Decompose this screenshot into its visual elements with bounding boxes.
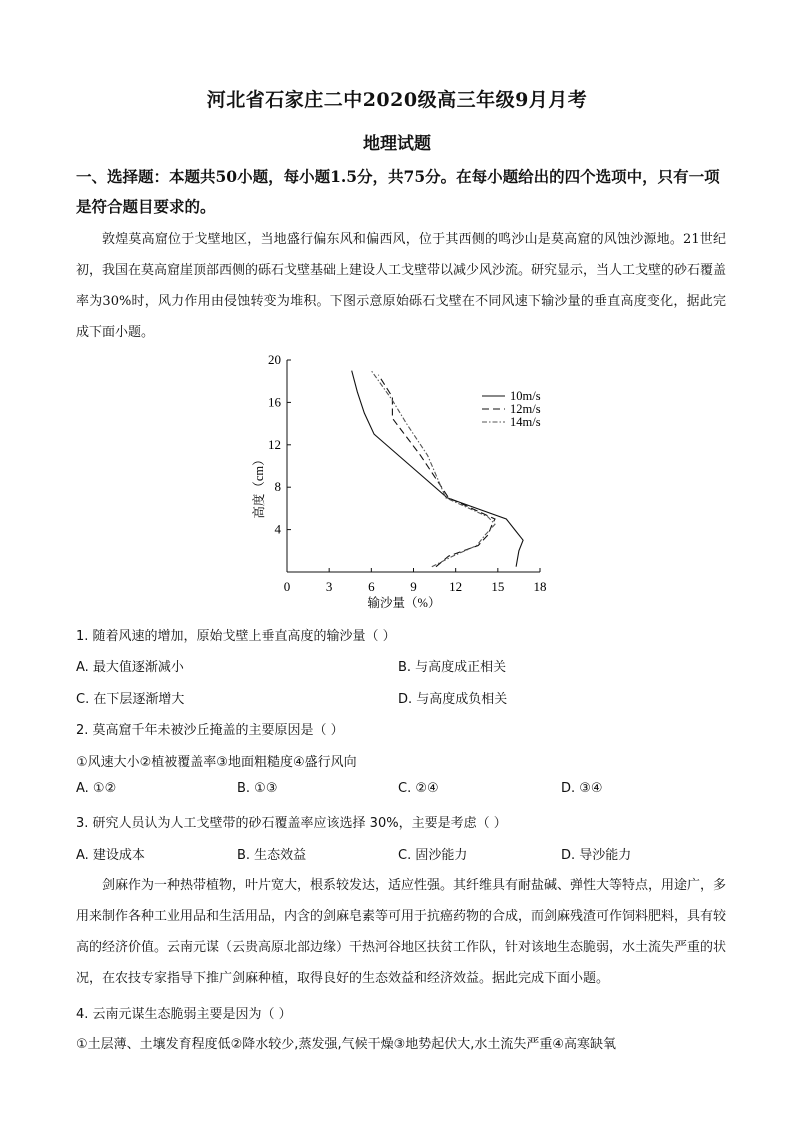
question-3-stem: 3. 研究人员认为人工戈壁带的砂石覆盖率应该选择 30%，主要是考虑（ ） — [76, 816, 507, 831]
x-tick-label: 9 — [410, 579, 417, 594]
x-tick-label: 12 — [449, 579, 463, 594]
chart-legend — [482, 389, 541, 429]
question-2-option-a: A. ①② — [76, 781, 117, 796]
question-3-option-b: B. 生态效益 — [237, 848, 307, 863]
sand-transport-chart — [0, 345, 794, 615]
question-4-stem: 4. 云南元谋生态脆弱主要是因为（ ） — [76, 1007, 292, 1022]
y-tick-label: 4 — [274, 521, 281, 537]
y-tick-label: 12 — [268, 436, 281, 452]
question-2-option-b: B. ①③ — [237, 781, 278, 796]
question-1-option-b: B. 与高度成正相关 — [398, 660, 507, 675]
question-2-stem: 2. 莫高窟千年未被沙丘掩盖的主要原因是（ ） — [76, 723, 344, 738]
legend-label: 14m/s — [510, 415, 541, 429]
legend-label: 10m/s — [510, 389, 541, 403]
x-tick-label: 6 — [368, 579, 375, 594]
series-line-10m-s — [352, 371, 523, 567]
question-1-stem: 1. 随着风速的增加，原始戈壁上垂直高度的输沙量（ ） — [76, 629, 396, 644]
x-axis-label: 输沙量（%） — [367, 596, 441, 610]
y-tick-label: 20 — [268, 352, 281, 367]
x-tick-label: 15 — [491, 579, 505, 594]
y-tick-label: 8 — [274, 479, 281, 495]
chart-series — [352, 371, 523, 567]
question-2-items: ①风速大小②植被覆盖率③地面粗糙度④盛行风向 — [76, 755, 357, 770]
question-3-option-c: C. 固沙能力 — [398, 848, 468, 863]
question-3-option-a: A. 建设成本 — [76, 848, 145, 863]
page-subtitle: 地理试题 — [363, 134, 431, 154]
x-tick-label: 3 — [325, 579, 333, 594]
x-tick-label: 0 — [283, 579, 291, 594]
question-2-option-d: D. ③④ — [561, 781, 603, 796]
y-tick-label: 16 — [268, 394, 281, 410]
series-line-14m-s — [371, 371, 495, 567]
page-title: 河北省石家庄二中2020级高三年级9月月考 — [206, 89, 588, 111]
question-1-option-a: A. 最大值逐渐减小 — [76, 660, 184, 675]
y-axis-label: 高度（cm） — [252, 453, 266, 519]
legend-label: 12m/s — [510, 402, 541, 416]
question-4-items: ①土层薄、土壤发育程度低②降水较少,蒸发强,气候干燥③地势起伏大,水土流失严重④高寒缺氧 — [76, 1037, 617, 1052]
section-heading: 一、选择题：本题共50小题，每小题1.5分，共75分。在每小题给出的四个选项中，只有一项是符合题目要求的。 — [76, 167, 720, 216]
passage-sisal: 剑麻作为一种热带植物，叶片宽大，根系较发达，适应性强。其纤维具有耐盐碱、弹性大等特点，用途广，多用来制作各种工业用品和生活用品，内含的剑麻皂素等可用于抗癌药物的合成，而剑麻残渣可作饲料肥料，具有较高的经济价值。云南元谋（云贵高原北部边缘）干热河谷地区扶贫工作队，针对该地生态脆弱，水土流失严重的状况，在农技专家指导下推广剑麻种植，取得良好的生态效益和经济效益。据此完成下面小题。 — [76, 878, 727, 986]
question-1-option-d: D. 与高度成负相关 — [398, 692, 508, 707]
question-2-option-c: C. ②④ — [398, 781, 439, 796]
question-3-option-d: D. 导沙能力 — [561, 848, 632, 863]
question-1-option-c: C. 在下层逐渐增大 — [76, 692, 185, 707]
chart-axes — [287, 360, 540, 572]
passage-dunhuang: 敦煌莫高窟位于戈壁地区，当地盛行偏东风和偏西风，位于其西侧的鸣沙山是莫高窟的风蚀沙源地。21世纪初，我国在莫高窟崖顶部西侧的砾石戈壁基础上建设人工戈壁带以减少风沙流。研究显示，当人工戈壁的砂石覆盖率为30%时，风力作用由侵蚀转变为堆积。下图示意原始砾石戈壁在不同风速下输沙量的垂直高度变化，据此完成下面小题。 — [76, 232, 727, 340]
x-tick-label: 18 — [533, 579, 547, 594]
series-line-12m-s — [378, 375, 495, 567]
y-ticks — [268, 352, 291, 537]
